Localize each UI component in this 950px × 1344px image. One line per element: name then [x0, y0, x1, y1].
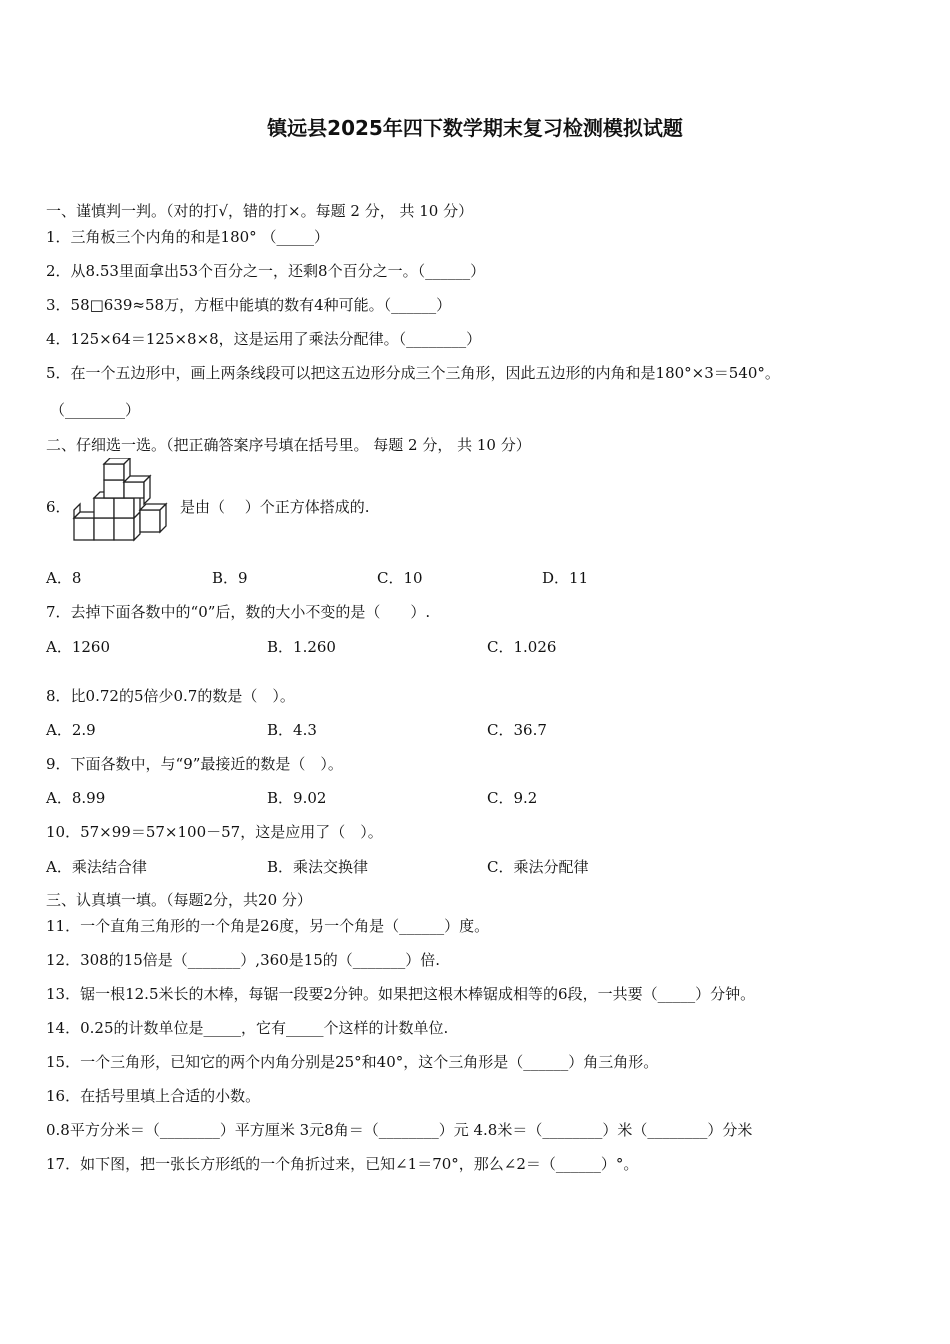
question-5: 5．在一个五边形中，画上两条线段可以把这五边形分成三个三角形，因此五边形的内角和是180°×3＝540°。 [46, 364, 780, 382]
question-10: 10．57×99＝57×100－57，这是应用了（ ）。 [46, 823, 383, 841]
q8-option-c: C．36.7 [487, 721, 547, 739]
question-5-blank: （________） [50, 401, 141, 419]
question-3: 3．58□639≈58万，方框中能填的数有4种可能。（______） [46, 296, 452, 314]
question-15: 15．一个三角形，已知它的两个内角分别是25°和40°，这个三角形是（______）角三角形。 [46, 1053, 659, 1071]
question-6: 是由（ ）个正方体搭成的. [180, 498, 370, 516]
question-1: 1．三角板三个内角的和是180° （_____） [46, 228, 329, 246]
question-8: 8．比0.72的5倍少0.7的数是（ ）。 [46, 687, 295, 705]
q6-option-a: A．8 [46, 569, 82, 587]
question-4: 4．125×64＝125×8×8，这是运用了乘法分配律。（________） [46, 330, 482, 348]
section-1-header: 一、谨慎判一判。（对的打√，错的打×。每题 2 分， 共 10 分） [46, 202, 474, 220]
q6-option-c: C．10 [377, 569, 423, 587]
q10-option-c: C．乘法分配律 [487, 858, 589, 876]
q6-option-b: B．9 [212, 569, 248, 587]
question-7: 7．去掉下面各数中的“0”后，数的大小不变的是（ ）. [46, 603, 431, 621]
q7-option-c: C．1.026 [487, 638, 557, 656]
question-2: 2．从8.53里面拿出53个百分之一，还剩8个百分之一。（______） [46, 262, 486, 280]
q7-option-a: A．1260 [46, 638, 111, 656]
q9-option-b: B．9.02 [267, 789, 327, 807]
section-2-header: 二、仔细选一选。（把正确答案序号填在括号里。 每题 2 分， 共 10 分） [46, 436, 531, 454]
q8-option-b: B．4.3 [267, 721, 317, 739]
q6-option-d: D．11 [542, 569, 589, 587]
page-title: 镇远县2025年四下数学期末复习检测模拟试题 [267, 116, 683, 140]
question-11: 11．一个直角三角形的一个角是26度，另一个角是（______）度。 [46, 917, 490, 935]
question-12: 12．308的15倍是（_______）,360是15的（_______）倍. [46, 951, 441, 969]
question-17: 17．如下图，把一张长方形纸的一个角折过来，已知∠1＝70°，那么∠2＝（______）°。 [46, 1155, 639, 1173]
question-13: 13．锯一根12.5米长的木棒，每锯一段要2分钟。如果把这根木棒锯成相等的6段，一共要（_____）分钟。 [46, 985, 756, 1003]
q9-option-c: C．9.2 [487, 789, 538, 807]
section-3-header: 三、认真填一填。（每题2分，共20 分） [46, 891, 312, 909]
q9-option-a: A．8.99 [46, 789, 106, 807]
question-9: 9．下面各数中，与“9”最接近的数是（ ）。 [46, 755, 343, 773]
question-14: 14．0.25的计数单位是_____，它有_____个这样的计数单位. [46, 1019, 449, 1037]
question-16-items: 0.8平方分米＝（________）平方厘米 3元8角＝（________）元 4.8米＝（________）米（________）分米 [46, 1121, 753, 1139]
q7-option-b: B．1.260 [267, 638, 336, 656]
q10-option-a: A．乘法结合律 [46, 858, 147, 876]
question-16: 16．在括号里填上合适的小数。 [46, 1087, 261, 1105]
q10-option-b: B．乘法交换律 [267, 858, 369, 876]
question-6-number: 6． [46, 498, 71, 516]
q8-option-a: A．2.9 [46, 721, 96, 739]
cube-stack-figure [70, 458, 176, 544]
